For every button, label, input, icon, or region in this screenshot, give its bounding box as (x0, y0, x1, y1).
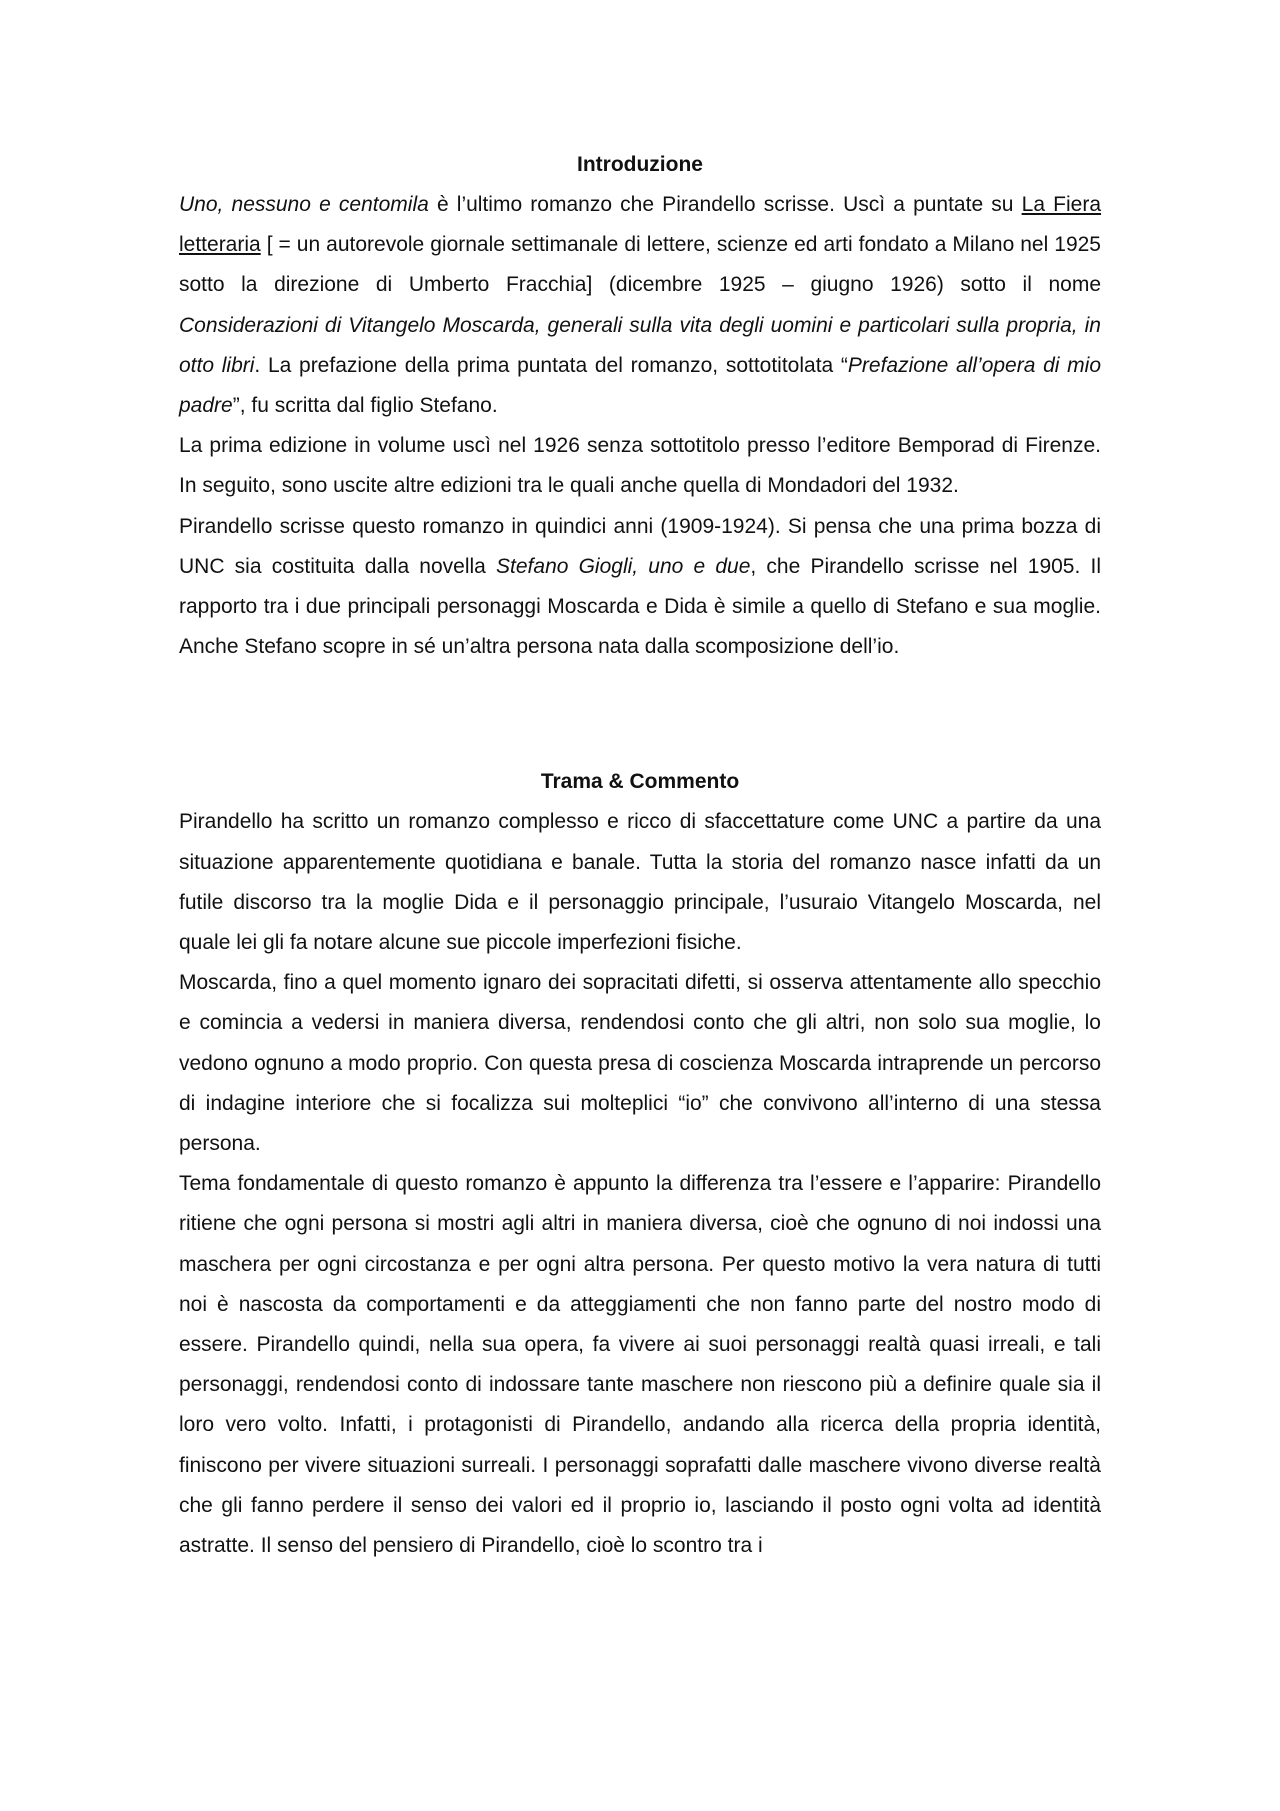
intro-paragraph-3 (179, 507, 1101, 668)
trama-paragraph-1: Pirandello ha scritto un romanzo complesso e ricco di sfaccettature come UNC a partire da una situazione apparentemente quotidiana e banale. Tutta la storia del romanzo nasce infatti da un futile discorso tra la moglie Dida e il personaggio principale, l’usuraio Vitangelo Moscarda, nel quale lei gli fa notare alcune sue piccole imperfezioni fisiche. (179, 810, 1101, 955)
intro-paragraph-2: La prima edizione in volume uscì nel 1926 senza sottotitolo presso l’editore Bemporad di Firenze. In seguito, sono uscite altre edizioni tra le quali anche quella di Mondadori del 1932. (179, 434, 1101, 498)
serial-title: Considerazioni di Vitangelo Moscarda, generali sulla vita degli uomini e particolari sulla propria, in otto libri (179, 313, 1101, 377)
text-run: [ = un autorevole giornale settimanale di lettere, scienze ed arti fondato a Milano nel 1925 sotto la direzione di Umberto Fracchia] (dicembre 1925 – giugno 1926) sotto il nome (179, 233, 1101, 297)
text-run: , che Pirandello scrisse nel 1905. Il rapporto tra i due principali personaggi Moscarda e Dida è simile a quello di Stefano e sua moglie. Anche Stefano scopre in sé un’altra persona nata dalla scomposizione dell’io. (179, 554, 1101, 659)
document-page (179, 145, 1101, 1566)
text-run: ”, fu scritta dal figlio Stefano. (232, 394, 498, 418)
text-run: . La prefazione della prima puntata del romanzo, sottotitolata “ (254, 353, 848, 377)
intro-paragraph-1 (179, 185, 1101, 426)
novel-title: Uno, nessuno e centomila (179, 193, 429, 216)
text-run: Pirandello scrisse questo romanzo in quindici anni (1909-1924). Si pensa che una prima bozza di UNC sia costituita dalla novella (179, 514, 1101, 578)
short-story-title: Stefano Giogli, uno e due (496, 554, 751, 578)
journal-title: La Fiera letteraria (179, 193, 1102, 257)
section-gap (179, 667, 1101, 762)
trama-paragraph-2: Moscarda, fino a quel momento ignaro dei sopracitati difetti, si osserva attentamente allo specchio e comincia a vedersi in maniera diversa, rendendosi conto che gli altri, non solo sua moglie, lo vedono ognuno a modo proprio. Con questa presa di coscienza Moscarda intraprende un percorso di indagine interiore che si focalizza sui molteplici “io” che convivono all’interno di una stessa persona. (179, 971, 1101, 1156)
section-title-trama-commento: Trama & Commento (540, 770, 740, 794)
text-run: è l’ultimo romanzo che Pirandello scrisse. Uscì a puntate su (428, 193, 1022, 216)
trama-paragraph-3: Tema fondamentale di questo romanzo è appunto la differenza tra l’essere e l’apparire: Pirandello ritiene che ogni persona si mostri agli altri in maniera diversa, cioè che ognuno di noi indossi una maschera per ogni circostanza e per ogni altra persona. Per questo motivo la vera natura di tutti noi è nascosta da comportamenti e da atteggiamenti che non fanno parte del nostro modo di essere. Pirandello quindi, nella sua opera, fa vivere ai suoi personaggi realtà quasi irreali, e tali personaggi, rendendosi conto di indossare tante maschere non riescono più a definire quale sia il loro vero volto. Infatti, i protagonisti di Pirandello, andando alla ricerca della propria identità, finiscono per vivere situazioni surreali. I personaggi soprafatti dalle maschere vivono diverse realtà che gli fanno perdere il senso dei valori ed il proprio io, lasciando il posto ogni volta ad identità astratte. Il senso del pensiero di Pirandello, cioè lo scontro tra i (179, 1172, 1101, 1558)
preface-title: Prefazione all’opera di mio padre (179, 353, 1102, 418)
section-title-introduzione: Introduzione (577, 153, 703, 176)
